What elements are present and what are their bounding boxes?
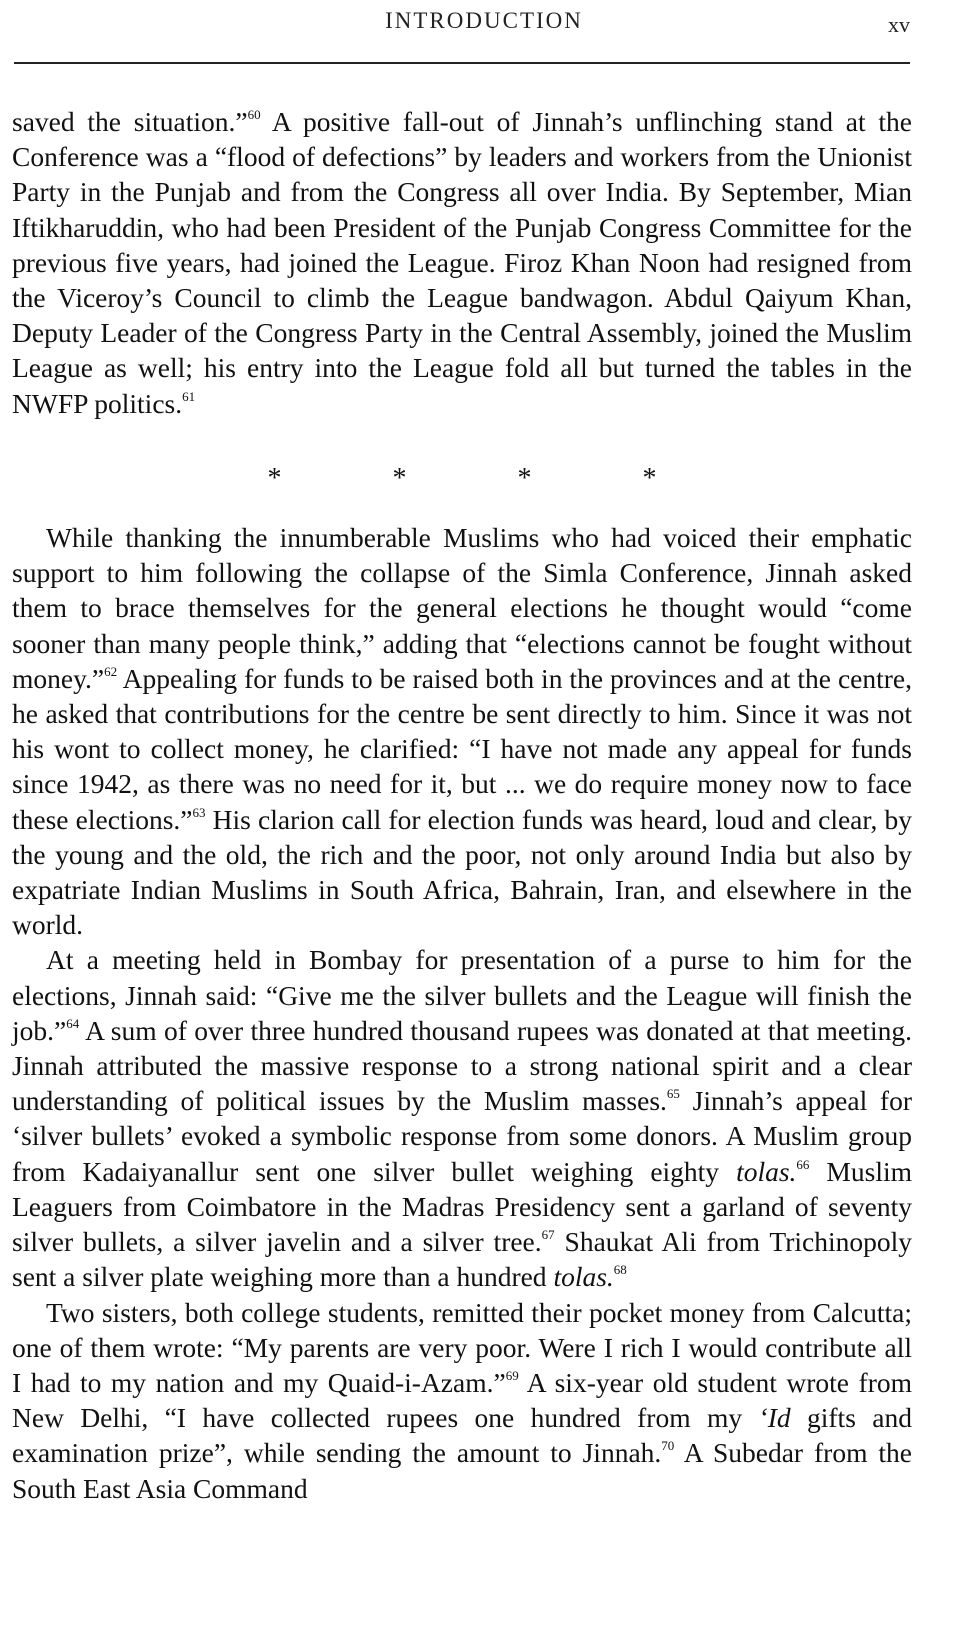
footnote-marker: 70 bbox=[661, 1438, 675, 1454]
italic-term: ‘Id bbox=[758, 1402, 791, 1434]
text-run: A six-year old student wrote from New Delhi, “I have collected rupees one hundred from my bbox=[12, 1366, 912, 1434]
footnote-marker: 69 bbox=[505, 1367, 519, 1383]
body-text bbox=[12, 104, 912, 1506]
text-run: Jinnah’s appeal for ‘silver bullets’ evoked a symbolic response from some donors. A Muslim group from Kadaiyanallur sent one silver bullet weighing eighty bbox=[12, 1085, 912, 1187]
footnote-marker: 68 bbox=[613, 1262, 627, 1278]
italic-term: tolas. bbox=[553, 1261, 614, 1293]
running-head bbox=[0, 8, 968, 42]
footnote-marker: 66 bbox=[796, 1156, 810, 1172]
text-run: Muslim Leaguers from Coimbatore in the Madras Presidency sent a garland of seventy silver bullets, a silver javelin and a silver tree. bbox=[12, 1155, 913, 1258]
text-run: A sum of over three hundred thousand rupees was donated at that meeting. Jinnah attributed the massive response to a strong national spirit and a clear understanding of political issues by the Muslim masses. bbox=[12, 1014, 912, 1117]
text-run: A Subedar from the South East Asia Command bbox=[12, 1437, 912, 1504]
text-run: His clarion call for election funds was heard, loud and clear, by the young and the old, the rich and the poor, not only around India but also by expatriate Indian Muslims in South Africa, Bahrain, Iran, and elsewhere in the world. bbox=[12, 803, 912, 941]
italic-term: tolas. bbox=[736, 1155, 797, 1187]
text-run: While thanking the innumberable Muslims who had voiced their emphatic support to him following the collapse of the Simla Conference, Jinnah asked them to brace themselves for the general elections he thought would “come sooner than many people think,” adding that “elections cannot be fought without money.” bbox=[12, 522, 912, 694]
text-run: Shaukat Ali from Trichinopoly sent a silver plate weighing more than a hundred bbox=[12, 1226, 913, 1293]
footnote-marker: 64 bbox=[66, 1015, 80, 1031]
text-run: Two sisters, both college students, remitted their pocket money from Calcutta; one of them wrote: “My parents are very poor. Were I rich I would contribute all I had to my nation and my Quaid-i-Azam.” bbox=[12, 1296, 912, 1398]
text-run: Appealing for funds to be raised both in the provinces and at the centre, he asked that contributions for the centre be sent directly to him. Since it was not his wont to collect money, he clarified: “I have not made any appeal for funds since 1942, as there was no need for it, but ... we do require money now to face these elections.” bbox=[12, 662, 912, 835]
text-run: saved the situation.” bbox=[12, 106, 248, 137]
footnote-marker: 62 bbox=[104, 663, 118, 679]
footnote-marker: 60 bbox=[247, 107, 261, 122]
paragraph bbox=[12, 520, 912, 942]
paragraph bbox=[12, 104, 912, 421]
footnote-marker: 65 bbox=[666, 1086, 680, 1102]
paragraph bbox=[12, 942, 912, 1294]
section-separator: * * * * bbox=[267, 462, 709, 494]
footnote-marker: 61 bbox=[182, 388, 196, 404]
paragraph bbox=[12, 1295, 912, 1506]
text-run: At a meeting held in Bombay for presentation of a purse to him for the elections, Jinnah said: “Give me the silver bullets and the League will finish the job.” bbox=[12, 944, 912, 1046]
running-title: INTRODUCTION bbox=[385, 8, 583, 33]
footnote-marker: 63 bbox=[192, 804, 206, 820]
text-run: A positive fall-out of Jinnah’s unflinching stand at the Conference was a “flood of defections” by leaders and workers from the Unionist Party in the Punjab and from the Congress all over India. By September, Mian Iftikharuddin, who had been President of the Punjab Congress Committee for the previous five years, had joined the League. Firoz Khan Noon had resigned from the Viceroy’s Council to climb the League bandwagon. Abdul Qaiyum Khan, Deputy Leader of the Congress Party in the Central Assembly, joined the Muslim League as well; his entry into the League fold all but turned the tables in the NWFP politics. bbox=[12, 106, 913, 419]
header-rule bbox=[14, 62, 910, 64]
page-number: xv bbox=[888, 12, 910, 37]
footnote-marker: 67 bbox=[541, 1227, 555, 1243]
text-run: gifts and examination prize”, while sending the amount to Jinnah. bbox=[12, 1402, 912, 1469]
